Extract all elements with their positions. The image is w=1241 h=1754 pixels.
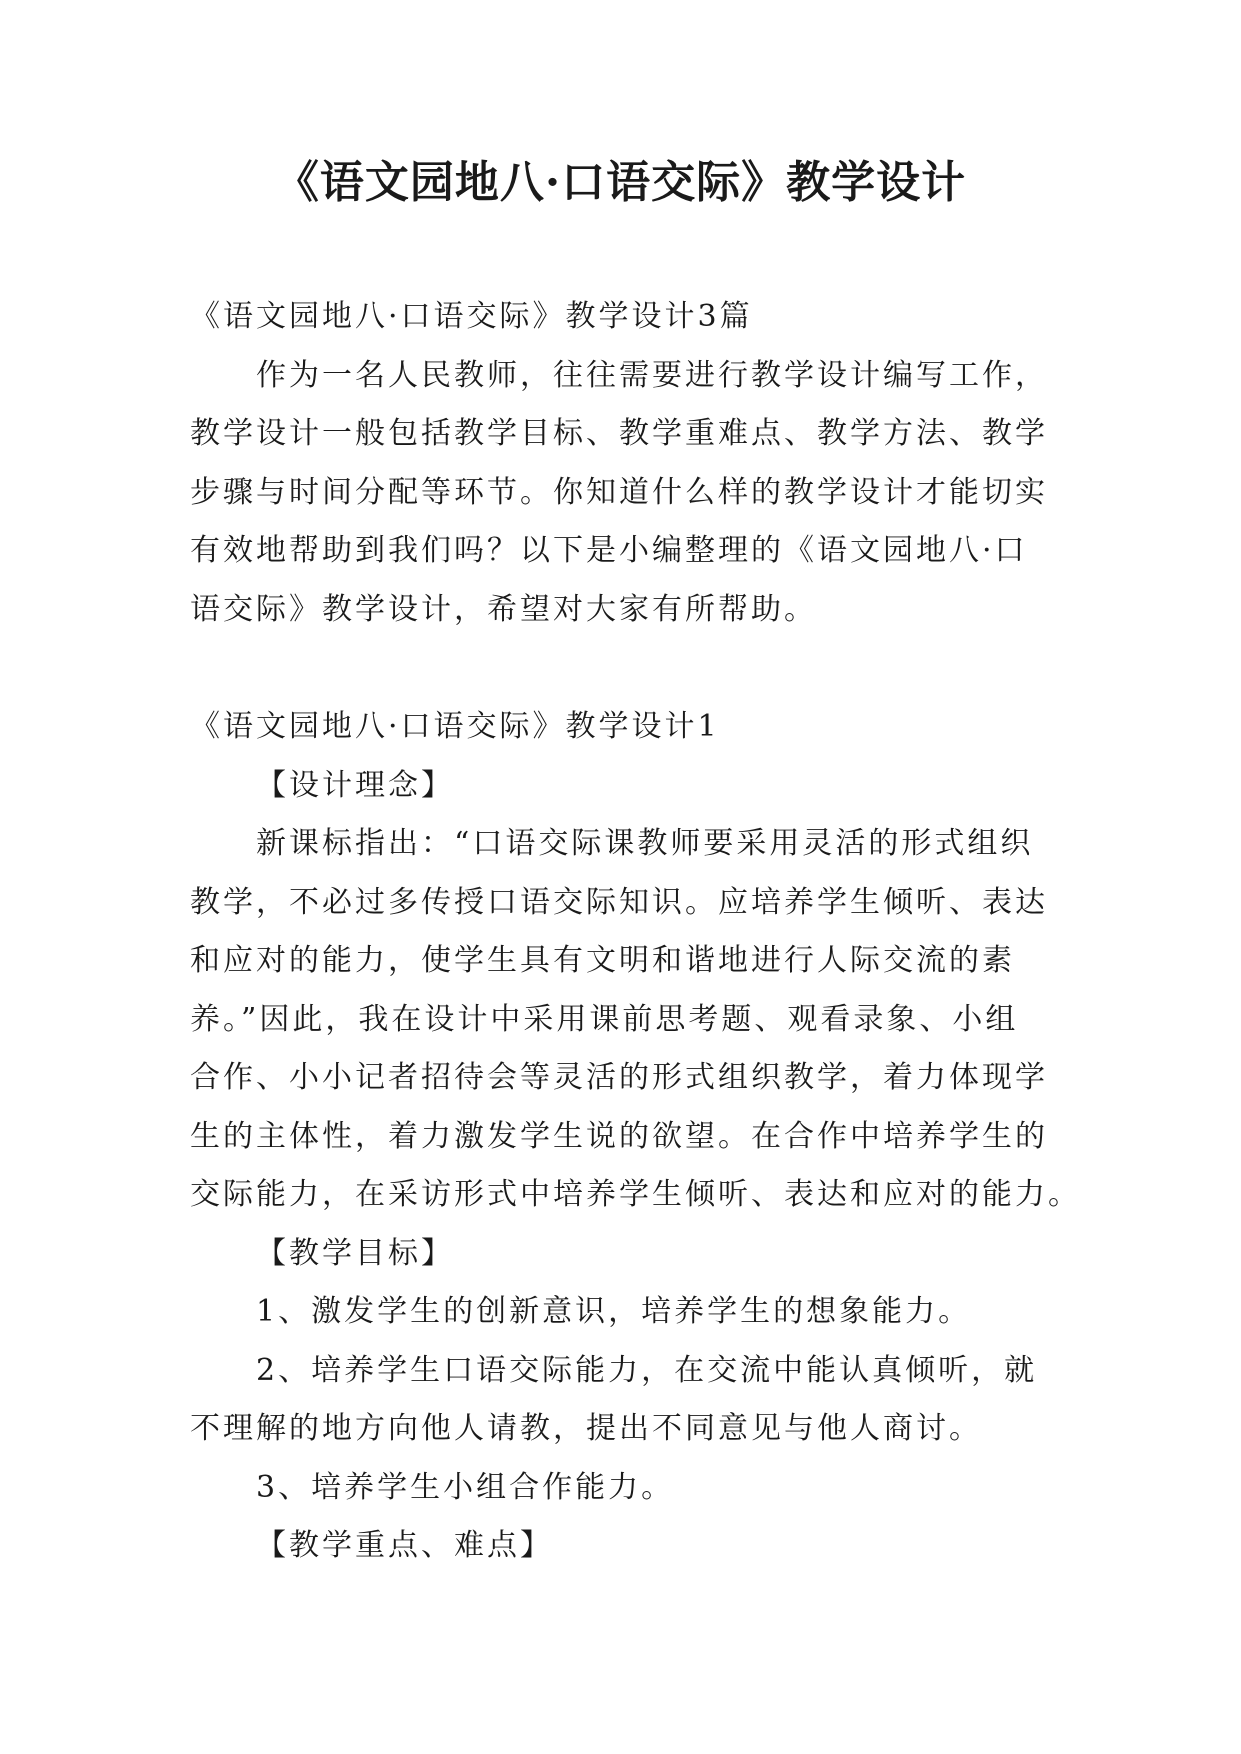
key-difficulties-heading: 【教学重点、难点】 xyxy=(256,1528,553,1563)
teaching-goals-heading: 【教学目标】 xyxy=(256,1235,454,1271)
design-concept-line: 交际能力，在采访形式中培养学生倾听、表达和应对的能力。 xyxy=(190,1177,1081,1212)
intro-paragraph-line: 语交际》教学设计，希望对大家有所帮助。 xyxy=(190,591,817,627)
design-concept-heading: 【设计理念】 xyxy=(256,767,454,803)
document-title: 《语文园地八·口语交际》教学设计 xyxy=(274,157,967,208)
teaching-goal-item: 1、激发学生的创新意识，培养学生的想象能力。 xyxy=(256,1294,972,1329)
intro-paragraph-line: 教学设计一般包括教学目标、教学重难点、教学方法、教学 xyxy=(190,416,1048,451)
intro-paragraph-line: 步骤与时间分配等环节。你知道什么样的教学设计才能切实 xyxy=(190,474,1048,510)
section-1-block xyxy=(190,698,1081,1576)
design-concept-line: 教学，不必过多传授口语交际知识。应培养学生倾听、表达 xyxy=(190,884,1048,920)
subtitle-line: 《语文园地八·口语交际》教学设计3篇 xyxy=(190,299,753,334)
intro-paragraph-line: 有效地帮助到我们吗？以下是小编整理的《语文园地八·口 xyxy=(190,533,1028,568)
intro-paragraph-line: 作为一名人民教师，往往需要进行教学设计编写工作， xyxy=(256,357,1048,393)
design-concept-line: 生的主体性，着力激发学生说的欲望。在合作中培养学生的 xyxy=(190,1118,1048,1154)
teaching-goal-item: 3、培养学生小组合作能力。 xyxy=(256,1469,675,1505)
design-concept-line: 和应对的能力，使学生具有文明和谐地进行人际交流的素 xyxy=(190,943,1015,978)
design-concept-line: 合作、小小记者招待会等灵活的形式组织教学，着力体现学 xyxy=(190,1060,1048,1095)
teaching-goal-item-continued: 不理解的地方向他人请教，提出不同意见与他人商讨。 xyxy=(190,1411,982,1446)
design-concept-line: 养。”因此，我在设计中采用课前思考题、观看录象、小组 xyxy=(190,1001,1019,1037)
section-heading: 《语文园地八·口语交际》教学设计1 xyxy=(190,709,720,744)
intro-block xyxy=(190,288,1058,639)
design-concept-line: 新课标指出：“口语交际课教师要采用灵活的形式组织 xyxy=(256,826,1034,861)
teaching-goal-item: 2、培养学生口语交际能力，在交流中能认真倾听，就 xyxy=(256,1352,1038,1388)
